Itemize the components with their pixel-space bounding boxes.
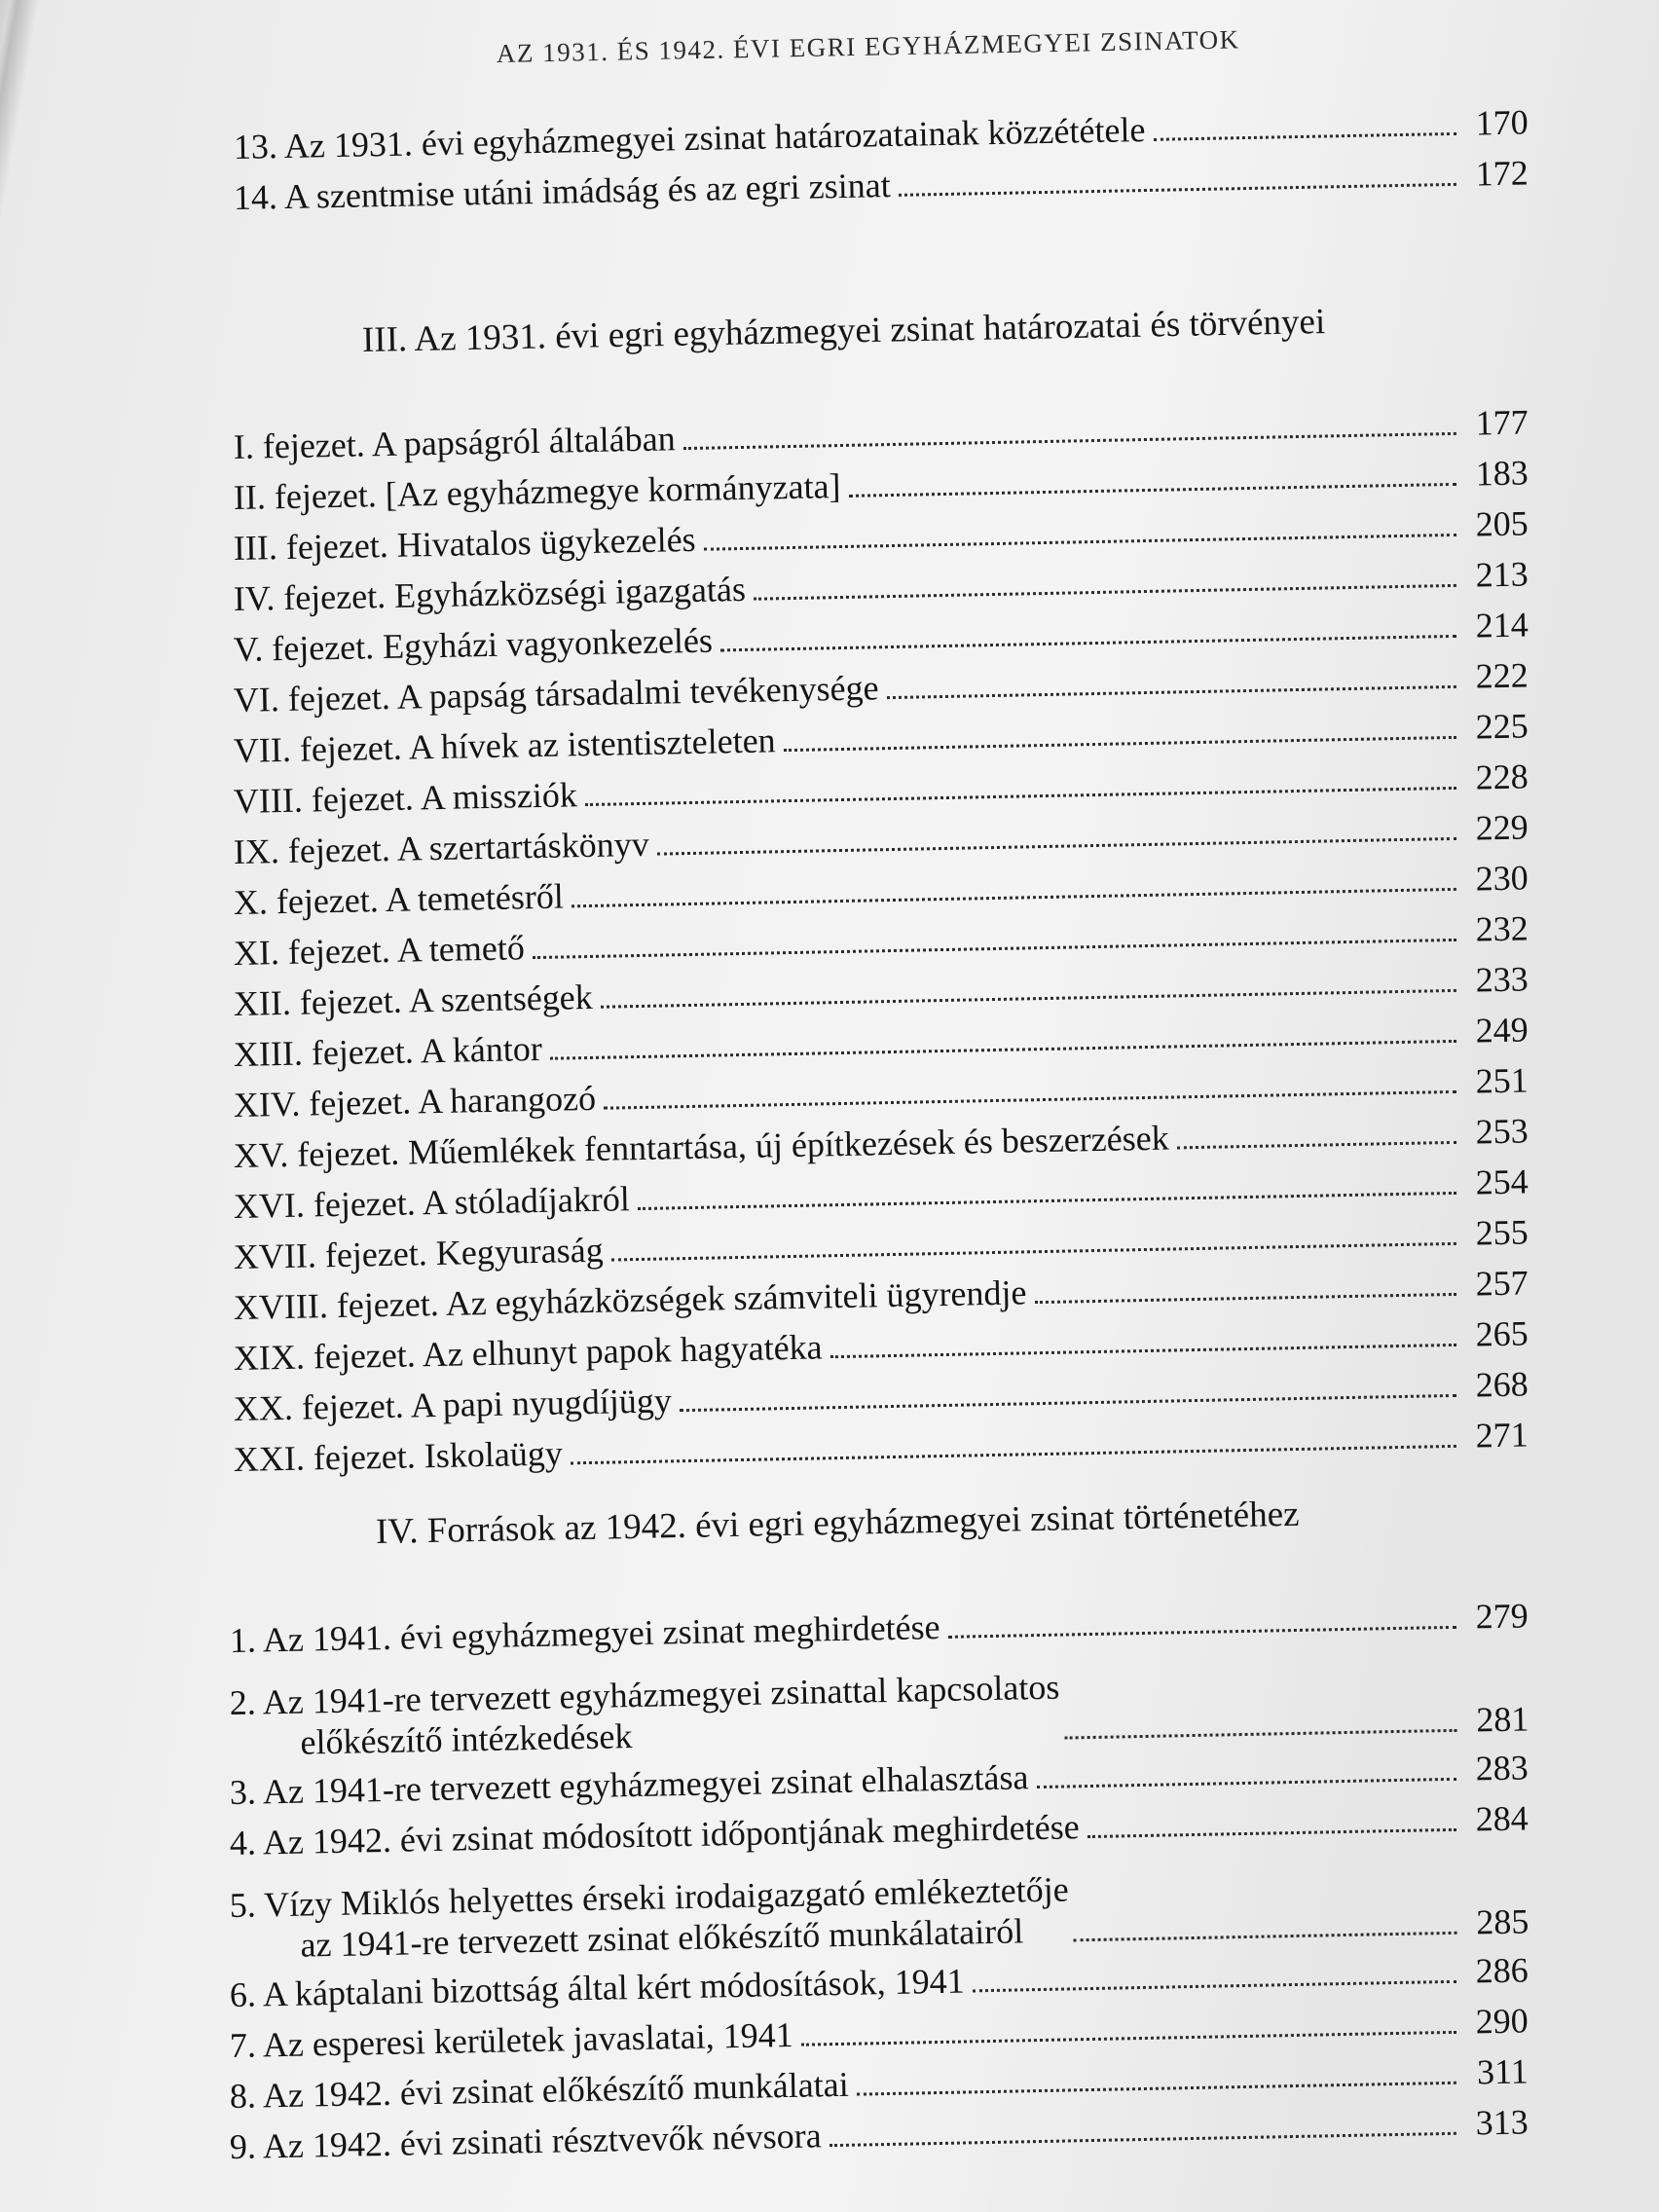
entry-page: 225 [1475,706,1530,747]
entry-title: XIII. fejezet. A kántor [233,1028,543,1074]
entry-title: XV. fejezet. Műemlékek fenntartása, új építkezések és beszerzések [233,1118,1170,1175]
running-head: AZ 1931. ÉS 1942. ÉVI EGRI EGYHÁZMEGYEI ZSINATOK [496,24,1240,68]
entry-title: 1. Az 1941. évi egyházmegyei zsinat meghirdetése [229,1606,940,1660]
entry-page: 271 [1475,1415,1530,1456]
entry-page: 253 [1475,1111,1530,1152]
entry-page: 222 [1475,655,1530,696]
dot-leader [948,1626,1456,1639]
entry-title: IX. fejezet. A szertartáskönyv [233,824,650,871]
entry-title: XVI. fejezet. A stóladíjakról [233,1179,631,1226]
dot-leader [604,1090,1456,1110]
entry-title: VIII. fejezet. A missziók [233,775,578,821]
entry-title: XVIII. fejezet. Az egyházközségek számviteli ügyrendje [233,1272,1027,1327]
dot-leader [638,1192,1456,1210]
entry-title: XI. fejezet. A temető [233,928,526,973]
entry-page: 311 [1476,2051,1530,2092]
entry-title: VII. fejezet. A hívek az istentiszteleten [233,720,776,770]
entry-page: 177 [1475,402,1530,443]
dot-leader [704,534,1456,551]
dot-leader [754,584,1456,601]
entry-title: III. fejezet. Hivatalos ügykezelés [233,519,696,568]
entry-page: 214 [1475,605,1530,645]
dot-leader [571,888,1456,907]
dot-leader [830,1344,1456,1358]
entry-title: 7. Az esperesi kerületek javaslatai, 1941 [229,2014,793,2065]
entry-page: 251 [1475,1060,1530,1101]
entry-page: 249 [1475,1010,1530,1051]
entry-page: 254 [1475,1161,1530,1202]
dot-leader [801,2031,1456,2046]
entry-page: 230 [1475,858,1530,899]
dot-leader [830,2132,1456,2147]
entry-title: V. fejezet. Egyházi vagyonkezelés [233,620,714,669]
entry-page: 313 [1475,2102,1530,2143]
entry-title: II. fejezet. [Az egyházmegye kormányzata] [233,466,841,517]
dot-leader [899,183,1456,197]
dot-leader [533,939,1456,959]
dot-leader [1153,132,1456,141]
entry-title: XIV. fejezet. A harangozó [233,1078,597,1124]
dot-leader [683,432,1456,450]
dot-leader [1074,1932,1457,1942]
dot-leader [784,736,1456,752]
entry-page: 233 [1475,959,1530,1000]
entry-page: 205 [1475,503,1530,544]
entry-title: XIX. fejezet. Az elhunyt papok hagyatéka [233,1327,823,1378]
entry-page: 170 [1475,102,1530,143]
entry-title: XXI. fejezet. Iskolaügy [233,1433,564,1479]
entry-page: 257 [1475,1263,1530,1304]
entry-page: 183 [1475,453,1530,494]
dot-leader [1035,1293,1456,1304]
entry-page: 284 [1475,1798,1530,1839]
entry-page: 285 [1475,1901,1530,1942]
entry-title: 14. A szentmise utáni imádság és az egri zsinat [233,166,891,217]
entry-title: 3. Az 1941-re tervezett egyházmegyei zsinat elhalasztása [229,1757,1029,1812]
dot-leader [657,837,1456,856]
dot-leader [1064,1729,1456,1740]
entry-title-block [229,1868,1070,1967]
dot-leader [1177,1141,1456,1150]
entry-page: 283 [1475,1748,1530,1788]
dot-leader [973,1980,1456,1993]
dot-leader [571,1445,1456,1464]
entry-page: 279 [1475,1596,1530,1637]
dot-leader [611,1242,1456,1262]
entry-title: 9. Az 1942. évi zsinati résztvevők névsora [229,2116,823,2166]
entry-title: 2. Az 1941-re tervezett egyházmegyei zsinattal kapcsolatos [229,1667,1060,1722]
entry-page: 286 [1475,1950,1530,1991]
entry-title: 6. A káptalani bizottság által kért módosítások, 1941 [229,1961,966,2014]
dot-leader [849,483,1456,498]
section-heading: III. Az 1931. évi egri egyházmegyei zsinat határozatai és törvényei [361,302,1326,360]
entry-page: 172 [1475,153,1530,194]
dot-leader [585,787,1456,806]
entry-title: VI. fejezet. A papság társadalmi tevékenysége [233,668,879,719]
entry-title: XVII. fejezet. Kegyuraság [233,1230,605,1276]
dot-leader [1037,1778,1456,1788]
entry-title-continued: az 1941-re tervezett zsinat előkészítő munkálatairól [300,1911,1024,1965]
entry-page: 268 [1475,1364,1530,1405]
entry-page: 213 [1475,554,1530,595]
entry-title-continued: előkészítő intézkedések [300,1716,633,1762]
dot-leader [857,2082,1456,2096]
entry-page: 232 [1475,908,1530,949]
entry-title: XII. fejezet. A szentségek [233,977,594,1023]
entry-title: XX. fejezet. A papi nyugdíjügy [233,1381,673,1428]
entry-title: IV. fejezet. Egyházközségi igazgatás [233,569,747,618]
dot-leader [680,1394,1456,1412]
entry-page: 290 [1475,2001,1530,2042]
entry-page: 228 [1475,756,1530,797]
dot-leader [550,1040,1456,1060]
dot-leader [1088,1828,1456,1838]
dot-leader [720,635,1456,652]
dot-leader [601,989,1456,1009]
entry-page: 265 [1475,1313,1530,1354]
entry-page: 229 [1475,807,1530,848]
entry-title: X. fejezet. A temetésről [233,876,565,922]
entry-title: 8. Az 1942. évi zsinat előkészítő munkálatai [229,2064,850,2116]
entry-page: 281 [1475,1699,1530,1740]
entry-title: 5. Vízy Miklós helyettes érseki irodaigazgató emlékeztetője [229,1869,1070,1925]
entry-page: 255 [1475,1212,1530,1253]
entry-title: I. fejezet. A papságról általában [233,419,677,466]
entry-title: 4. Az 1942. évi zsinat módosított időpontjának meghirdetése [229,1807,1080,1862]
dot-leader [887,685,1456,699]
entry-title: 13. Az 1931. évi egyházmegyei zsinat határozatainak közzététele [233,110,1146,166]
entry-title-block [229,1667,1060,1764]
section-heading: IV. Források az 1942. évi egri egyházmegyei zsinat történetéhez [375,1493,1300,1552]
